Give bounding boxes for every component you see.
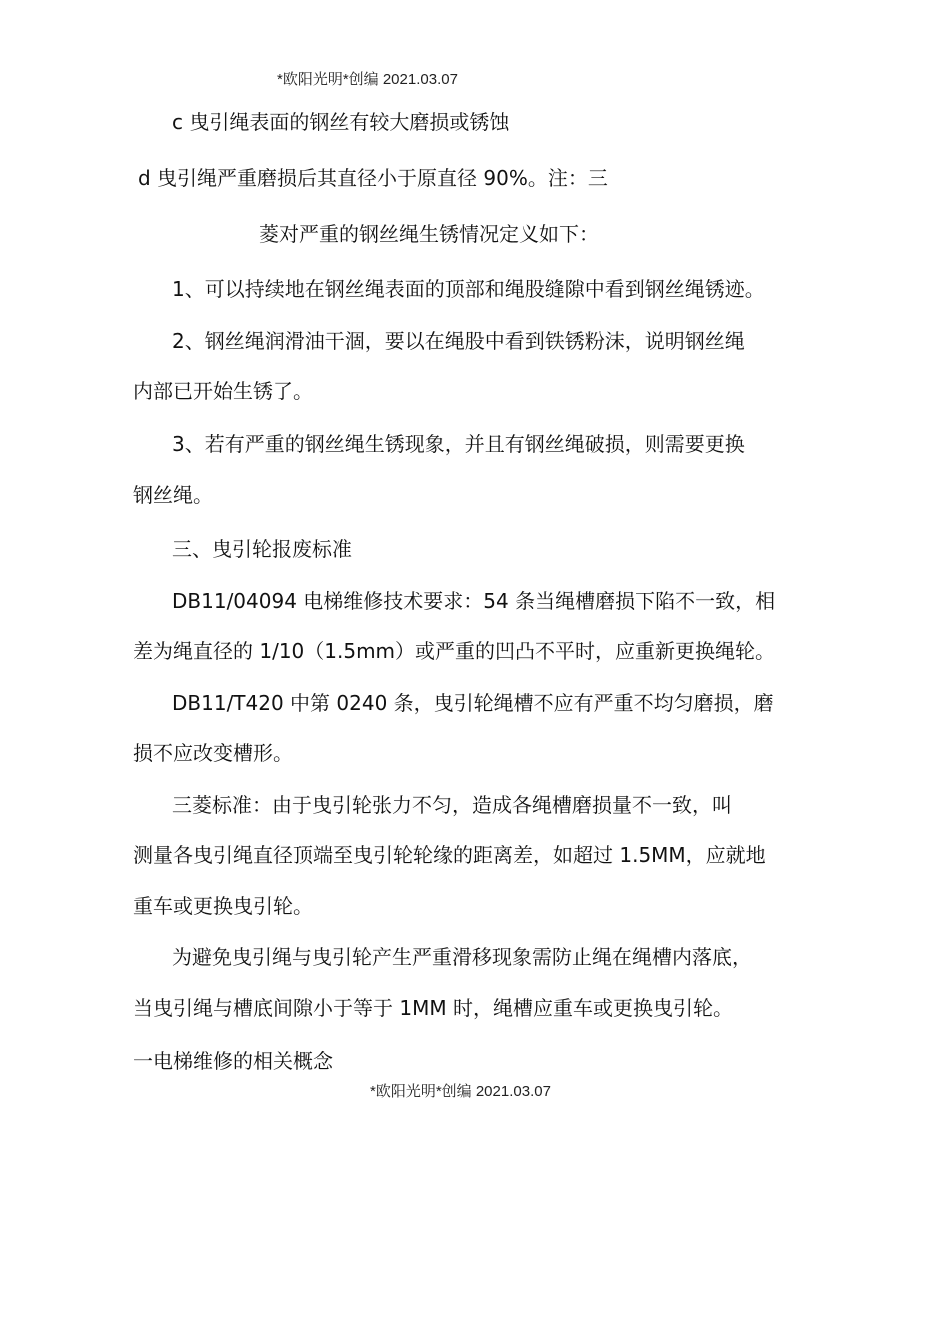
- text-line-db11-t420: DB11/T420 中第 0240 条，曳引轮绳槽不应有严重不均匀磨损，磨: [172, 691, 774, 715]
- text-line-item-2: 2、钢丝绳润滑油干涸，要以在绳股中看到铁锈粉沫，说明钢丝绳: [172, 329, 745, 353]
- text-line-slip-prevent-cont: 当曳引绳与槽底间隙小于等于 1MM 时，绳槽应重车或更换曳引轮。: [133, 996, 733, 1020]
- text-line-item-3-cont: 钢丝绳。: [133, 483, 213, 507]
- section-heading-maintenance-concepts: 一电梯维修的相关概念: [133, 1049, 333, 1073]
- section-heading-sheave-scrap: 三、曳引轮报废标准: [172, 537, 352, 561]
- text-line-item-2-cont: 内部已开始生锈了。: [133, 379, 313, 403]
- text-line-mitsubishi-std-cont2: 重车或更换曳引轮。: [133, 894, 313, 918]
- page-header: *欧阳光明*创编 2021.03.07: [277, 71, 458, 88]
- text-line-mitsubishi-std: 三菱标准：由于曳引轮张力不匀，造成各绳槽磨损量不一致，叫: [172, 793, 732, 817]
- text-line-item-1: 1、可以持续地在钢丝绳表面的顶部和绳股缝隙中看到钢丝绳锈迹。: [172, 277, 765, 301]
- text-line-db11-04094: DB11/04094 电梯维修技术要求：54 条当绳槽磨损下陷不一致，相: [172, 589, 776, 613]
- text-line-item-3: 3、若有严重的钢丝绳生锈现象，并且有钢丝绳破损，则需要更换: [172, 432, 745, 456]
- page-footer: *欧阳光明*创编 2021.03.07: [370, 1083, 551, 1100]
- text-line-db11-t420-cont: 损不应改变槽形。: [133, 741, 293, 765]
- text-line-mitsubishi-std-cont1: 测量各曳引绳直径顶端至曳引轮轮缘的距离差，如超过 1.5MM，应就地: [133, 843, 766, 867]
- text-line-db11-04094-cont: 差为绳直径的 1/10（1.5mm）或严重的凹凸不平时，应重新更换绳轮。: [133, 639, 776, 663]
- text-line-mitsubishi-def: 菱对严重的钢丝绳生锈情况定义如下：: [259, 222, 599, 246]
- text-line-d: d 曳引绳严重磨损后其直径小于原直径 90%。注：三: [138, 166, 608, 190]
- text-line-slip-prevent: 为避免曳引绳与曳引轮产生严重滑移现象需防止绳在绳槽内落底，: [172, 945, 752, 969]
- text-line-c: c 曳引绳表面的钢丝有较大磨损或锈蚀: [172, 110, 510, 134]
